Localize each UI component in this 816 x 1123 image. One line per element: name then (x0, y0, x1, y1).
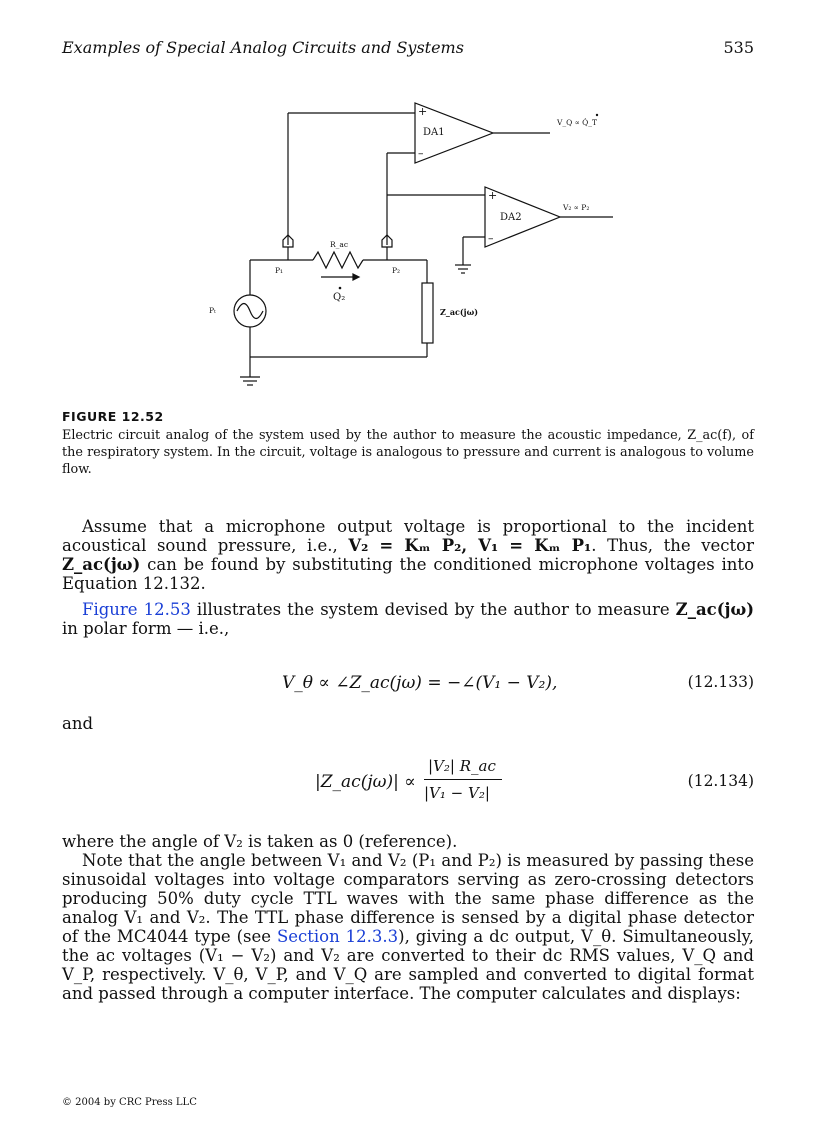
da1-plus: + (418, 105, 428, 118)
figure-caption-text (62, 427, 754, 478)
impedance-zac (422, 283, 433, 343)
equation-12-133-number: (12.133) (687, 673, 754, 691)
caption-line-3: analogous to volume flow. (62, 445, 754, 477)
circuit-figure (195, 95, 615, 395)
page-number: 535 (723, 38, 754, 57)
equation-12-134-lhs: |Z_ac(jω)| ∝ (315, 772, 416, 792)
p1-label: P₁ (275, 266, 284, 275)
caption-line-2: Z_ac(f), of the respiratory system. In the circuit, voltage is analogous to pressure and current is (62, 428, 754, 460)
running-header-title: Examples of Special Analog Circuits and Systems (62, 38, 464, 57)
figure-caption-label: FIGURE 12.52 (62, 409, 164, 424)
equation-12-134-numerator: |V₂| R_ac (428, 757, 496, 775)
equation-12-134-number: (12.134) (687, 772, 754, 790)
paragraph-4: Note that the angle between V₁ and V₂ (P₁ and P₂) is measured by passing these sinusoidal voltages into voltage comparators serving as zero-crossing detectors producing 50% duty cycle TTL waves with the same phase difference as the analog V₁ and V₂. The TTL phase difference is sensed by a digital phase detector of the MC4044 type (see Section 12.3.3), giving a dc output, V_θ. Simultaneously, the ac voltages (V₁ − V₂) and V₂ are converted to their dc RMS values, V_Q and V_P, respectively. V_θ, V_P, and V_Q are sampled and converted to digital format and passed through a computer interface. The computer calculates and displays: (62, 851, 754, 1003)
da1-label: DA1 (423, 127, 445, 138)
paragraph-1: Assume that a microphone output voltage is proportional to the incident acoustical sound pressure, i.e., V₂ = Kₘ P₂, V₁ = Kₘ P₁. Thus, the vector Z_ac(jω) can be found by substituting the conditioned microphone voltages into Equation 12.132. (62, 517, 754, 593)
and-text: and (62, 714, 94, 733)
paragraph-3: where the angle of V₂ is taken as 0 (reference). (62, 832, 458, 851)
paragraph-2: Figure 12.53 illustrates the system devised by the author to measure Z_ac(jω) in polar form — i.e., (62, 600, 754, 638)
copyright-footer: © 2004 by CRC Press LLC (62, 1097, 197, 1108)
equation-12-134 (0, 755, 816, 810)
section-link[interactable]: Section 12.3.3 (276, 927, 399, 946)
rac-label: R_ac (330, 240, 349, 249)
equation-12-133-expr: V_θ ∝ ∠Z_ac(jω) = −∠(V₁ − V₂), (282, 673, 558, 693)
zac-label: Z_ac(jω) (440, 307, 478, 317)
da2-plus: + (488, 189, 498, 202)
da1-minus: – (418, 147, 424, 160)
caption-line-1: Electric circuit analog of the system used by the author to measure the acoustic impedance, (62, 428, 682, 443)
q2-label: Q₂ (333, 292, 346, 303)
p2-label: P₂ (392, 266, 401, 275)
da2-minus: – (488, 232, 494, 245)
equation-12-134-denominator: |V₁ − V₂| (424, 784, 490, 802)
da2-label: DA2 (500, 212, 522, 223)
pt-label: Pₜ (209, 306, 216, 315)
v2-label: V₂ ∝ P₂ (563, 203, 590, 212)
resistor-rac (313, 252, 363, 268)
vq-label: V_Q ∝ Q̇_T (557, 118, 598, 127)
figure-link[interactable]: Figure 12.53 (82, 600, 191, 619)
fraction-bar (424, 779, 502, 780)
